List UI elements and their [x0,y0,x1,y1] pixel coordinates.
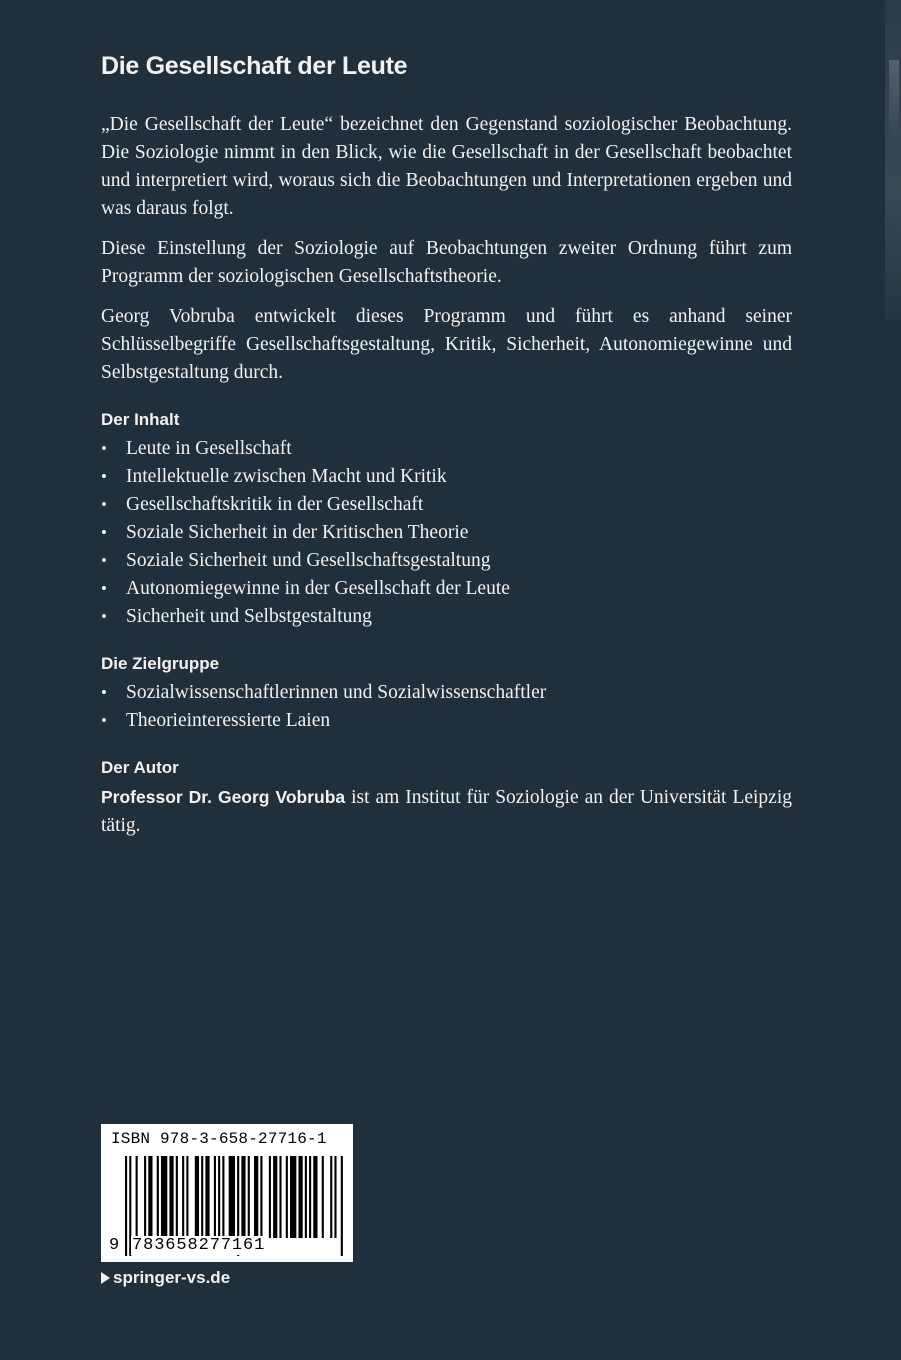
author-heading: Der Autor [101,758,179,777]
barcode-bar [273,1156,277,1238]
barcode-bar [313,1156,317,1238]
barcode-bar [136,1156,138,1238]
barcode-bar [222,1156,224,1238]
cover-edge-highlight [885,0,901,320]
barcode-bar [309,1156,311,1238]
book-title: Die Gesellschaft der Leute [101,52,408,80]
list-item: • Sozialwissenschaftlerinnen und Sozialwissenschaftler [101,679,792,707]
barcode-bar [254,1156,258,1238]
barcode-bar [218,1156,220,1238]
barcode-bar [229,1156,235,1238]
barcode-bar [260,1156,262,1238]
list-item: • Autonomiegewinne in der Gesellschaft der Leute [101,575,792,603]
contents-list [101,435,792,631]
publisher-link[interactable] [101,1268,230,1288]
barcode-first-digit: 9 [109,1236,121,1255]
barcode-bar [205,1156,209,1238]
author-description: ist am Institut für Soziologie an der Universität Leipzig tätig. [101,787,792,836]
barcode-bar [182,1156,184,1238]
barcode-bar [298,1156,302,1238]
barcode-bar [176,1156,178,1238]
website-label: springer-vs.de [113,1268,231,1287]
barcode-bar [305,1156,307,1238]
barcode-digit-group: 783658277161 [132,1236,266,1255]
barcode-bar [248,1156,250,1238]
barcode-bar [341,1156,343,1256]
barcode-bar [269,1156,271,1238]
list-item: • Intellektuelle zwischen Macht und Kritik [101,463,792,491]
list-item: • Gesellschaftskritik in der Gesellschaft [101,491,792,519]
list-item: • Leute in Gesellschaft [101,435,792,463]
barcode-bar [330,1156,332,1238]
target-group-heading: Die Zielgruppe [101,654,220,673]
barcode-bar [334,1156,336,1238]
back-cover-text [101,52,792,852]
barcode-bar [157,1156,159,1238]
author-name: Professor Dr. Georg Vobruba [101,787,346,807]
barcode-bar [322,1156,324,1238]
barcode-bar [201,1156,203,1238]
list-item: • Sicherheit und Selbstgestaltung [101,603,792,631]
list-item: • Soziale Sicherheit und Gesellschaftsgestaltung [101,547,792,575]
barcode-bar [161,1156,167,1238]
barcode-bar [241,1156,245,1238]
list-item: • Soziale Sicherheit in der Kritischen Theorie [101,519,792,547]
barcode-bar [286,1156,288,1238]
list-item: • Theorieinteressierte Laien [101,707,792,735]
description-paragraph-2: Diese Einstellung der Soziologie auf Beobachtungen zweiter Ordnung führt zum Programm der soziologischen Gesellschaftstheorie. [101,238,792,287]
barcode-bar [186,1156,188,1238]
isbn-label: ISBN 978-3-658-27716-1 [111,1130,327,1148]
description-paragraph-3: Georg Vobruba entwickelt dieses Programm und führt es anhand seiner Schlüsselbegriffe Gesellschaftsgestaltung, Kritik, Sicherheit, Autonomiegewinne und Selbstgestaltung durch. [101,306,792,383]
barcode-bar [125,1156,127,1256]
barcode-bar [169,1156,173,1238]
barcode-bar [148,1156,152,1238]
contents-heading: Der Inhalt [101,410,180,429]
barcode-bar [279,1156,281,1238]
isbn-barcode [101,1124,353,1262]
barcode-bar [144,1156,146,1238]
description-paragraph-1: „Die Gesellschaft der Leute“ bezeichnet den Gegenstand soziologischer Beobachtung. Die Soziologie nimmt in den Blick, wie die Gesellschaft in der Gesellschaft beobachtet und interpretiert wird, woraus sich die Beobachtungen und Interpretationen ergeben und was daraus folgt. [101,114,792,219]
barcode-bar [290,1156,296,1238]
arrow-right-icon [101,1272,110,1284]
target-group-list [101,679,792,735]
barcode-bar [214,1156,216,1238]
barcode-bar [195,1156,199,1238]
author-paragraph [101,783,792,840]
